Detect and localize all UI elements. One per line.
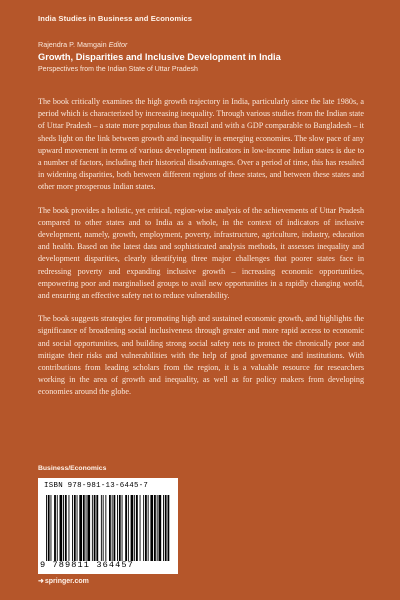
- barcode-bar: [140, 495, 141, 561]
- barcode-bar: [46, 495, 47, 561]
- barcode-bar: [168, 495, 170, 561]
- barcode-bar: [83, 495, 85, 561]
- barcode-bar: [117, 495, 118, 561]
- barcode-bar: [57, 495, 58, 561]
- barcode-bar: [154, 495, 156, 561]
- book-title: Growth, Disparities and Inclusive Development in India: [38, 52, 281, 62]
- barcode-bar: [165, 495, 167, 561]
- barcode-bar: [112, 495, 113, 561]
- header: [38, 14, 378, 73]
- barcode-bar: [94, 495, 96, 561]
- barcode-bar: [65, 495, 67, 561]
- barcode-bar: [125, 495, 127, 561]
- series-name: India Studies in Business and Economics: [38, 14, 193, 23]
- barcode-bar: [87, 495, 90, 561]
- editor-role: Editor: [108, 40, 128, 49]
- category-label: Business/Economics: [38, 465, 107, 472]
- barcode-bar: [163, 495, 164, 561]
- barcode-bar: [54, 495, 56, 561]
- editor-line: [38, 40, 378, 49]
- barcode-bar: [74, 495, 76, 561]
- barcode-bar: [101, 495, 102, 561]
- barcode-bar: [96, 495, 98, 561]
- arrow-icon: ➜: [38, 578, 44, 585]
- barcode-bar: [143, 495, 144, 561]
- footer: [38, 465, 238, 585]
- barcode-bar: [79, 495, 82, 561]
- barcode-bar: [134, 495, 135, 561]
- barcode-bar: [145, 495, 147, 561]
- barcode-bar: [105, 495, 106, 561]
- barcode-bar: [63, 495, 64, 561]
- isbn-text: ISBN 978-981-13-6445-7: [44, 482, 149, 490]
- barcode-bar: [157, 495, 158, 561]
- barcode-bar: [72, 495, 73, 561]
- blurb: [38, 96, 364, 410]
- barcode-bar: [77, 495, 78, 561]
- publisher-website[interactable]: [38, 577, 238, 585]
- barcode-bar: [92, 495, 93, 561]
- blurb-paragraph-2: The book provides a holistic, yet critical, region-wise analysis of the achievements of Uttar Pradesh compared to other states and to India as a whole, in the context of indicators of inclusive development, namely, growth, employment, poverty, infrastructure, agriculture, industry, education and health. Based on the latest data and sophisticated analysis methods, it assesses inequality and development disparities, clearly identifying three major challenges that poorer states face in redressing poverty and expanding inclusive growth – increasing economic opportunities, empowering poor and marginalised groups to avail new opportunities in a rapidly changing world, and ensuring an effective safety net to reduce vulnerability.: [38, 205, 364, 301]
- blurb-paragraph-1: The book critically examines the high growth trajectory in India, particularly since the late 1980s, a period which is characterized by increasing inequality. Through various studies from the Indian state of Uttar Pradesh – a state more populous than Brazil and with a GDP comparable to Bangladesh – it sheds light on the link between growth and inequality in emerging economies. The slow pace of any upward movement in terms of various development indicators in low-income Indian states is due to a number of factors, including their historical disadvantages. Over a period of time, this has resulted in widening disparities, both between different regions of these states, and between these states and other more prosperous Indian states.: [38, 97, 364, 192]
- barcode-bar: [159, 495, 162, 561]
- barcode-bar: [148, 495, 149, 561]
- barcode-bar: [51, 495, 52, 561]
- barcode-bar: [103, 495, 104, 561]
- barcode-bar: [136, 495, 138, 561]
- barcode-bar: [60, 495, 63, 561]
- barcode-bar: [128, 495, 129, 561]
- barcode-bars: [44, 495, 172, 561]
- barcode-bar: [131, 495, 134, 561]
- barcode: [38, 478, 178, 574]
- barcode-bar: [150, 495, 153, 561]
- barcode-bar: [86, 495, 87, 561]
- barcode-bar: [114, 495, 116, 561]
- barcode-bar: [119, 495, 121, 561]
- editor-name: Rajendra P. Mamgain: [38, 40, 107, 49]
- barcode-bar: [122, 495, 123, 561]
- website-label: springer.com: [44, 578, 89, 585]
- barcode-bar: [69, 495, 70, 561]
- barcode-bar: [48, 495, 50, 561]
- barcode-digits: 9 789811 364457: [40, 560, 134, 570]
- barcode-bar: [109, 495, 111, 561]
- blurb-paragraph-3: The book suggests strategies for promoting high and sustained economic growth, and highlights the significance of broadening social inclusiveness through greater and more rapid access to economic and social opportunities, and building strong social safety nets to protect the chronically poor and mitigate their risks and vulnerabilities with the help of good governance and institutions. With contributions from leading scholars from the region, it is a valuable resource for researchers working in the area of growth and inequality, as well as for policy makers from developing economies around the globe.: [38, 314, 364, 397]
- book-subtitle: Perspectives from the Indian State of Uttar Pradesh: [38, 66, 198, 73]
